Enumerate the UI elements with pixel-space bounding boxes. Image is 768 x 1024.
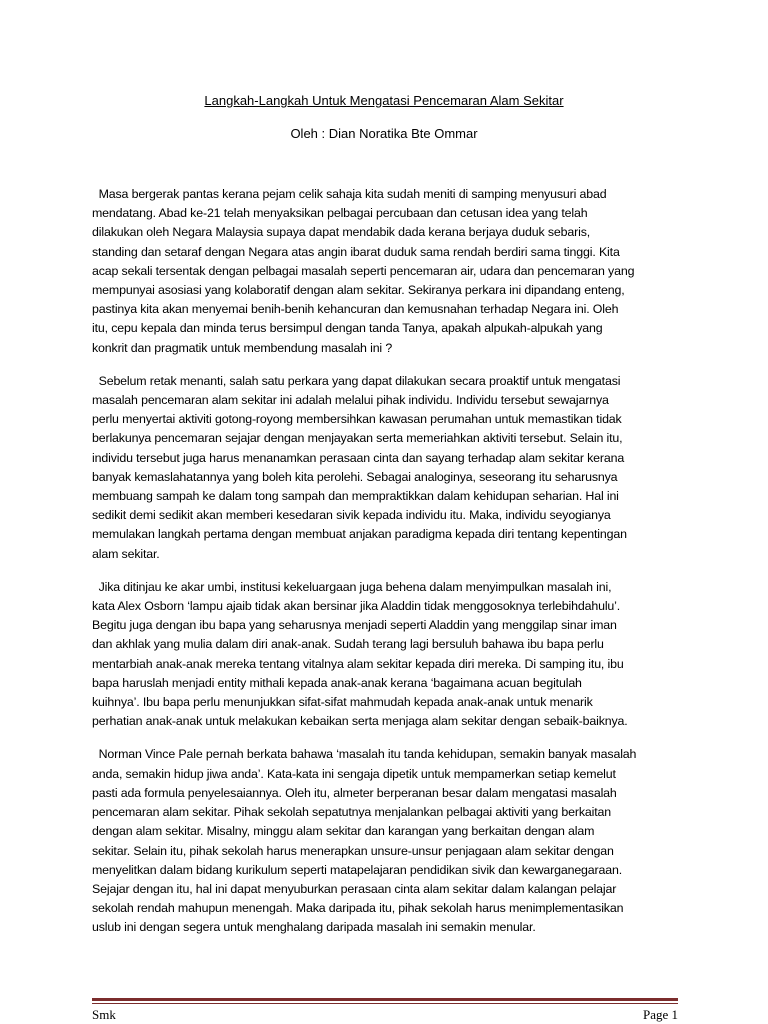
paragraph-line: kata Alex Osborn ‘lampu ajaib tidak akan bersinar jika Aladdin tidak menggosoknya terlebihdahulu’. xyxy=(92,599,621,614)
paragraph-line: alam sekitar. xyxy=(92,546,160,561)
paragraph-3 xyxy=(92,578,682,732)
paragraph-line: standing dan setaraf dengan Negara atas angin ibarat duduk sama rendah berdiri sama tinggi. Kita xyxy=(92,244,620,259)
paragraph-line: pencemaran alam sekitar. Pihak sekolah sepatutnya menjalankan pelbagai aktiviti yang berkaitan xyxy=(92,805,612,820)
paragraph-line: dan akhlak yang mulia dalam diri anak-anak. Sudah terang lagi bersuluh bahawa ibu bapa perlu xyxy=(92,637,604,652)
paragraph-line: Masa bergerak pantas kerana pejam celik sahaja kita sudah meniti di samping menyusuri abad xyxy=(92,187,607,201)
paragraph-line: anda, semakin hidup jiwa anda’. Kata-kata ini sengaja dipetik untuk mempamerkan setiap kemelut xyxy=(92,766,616,781)
paragraph-line: sekolah rendah mahupun menengah. Maka daripada itu, pihak sekolah harus menimplementasikan xyxy=(92,901,624,916)
document-author: Oleh : Dian Noratika Bte Ommar xyxy=(290,126,478,141)
paragraph-line: mendatang. Abad ke-21 telah menyaksikan pelbagai percubaan dan cetusan idea yang telah xyxy=(92,206,588,221)
paragraph-2 xyxy=(92,372,682,564)
document-body xyxy=(92,185,682,952)
paragraph-line: pasti ada formula penyelesaiannya. Oleh itu, almeter berperanan besar dalam mengatasi masalah xyxy=(92,785,617,800)
paragraph-line: Sebelum retak menanti, salah satu perkara yang dapat dilakukan secara proaktif untuk mengatasi xyxy=(92,373,621,388)
paragraph-line: individu tersebut juga harus menanamkan perasaan cinta dan sayang terhadap alam sekitar kerana xyxy=(92,450,625,465)
paragraph-line: masalah pencemaran alam sekitar ini adalah melalui pihak individu. Individu tersebut sewajarnya xyxy=(92,393,609,408)
paragraph-1 xyxy=(92,185,682,358)
paragraph-line: acap sekali tersentak dengan pelbagai masalah seperti pencemaran air, udara dan pencemaran yang xyxy=(92,263,635,278)
paragraph-line: berlakunya pencemaran sejajar dengan menjayakan serta memeriahkan aktiviti tersebut. Selain itu, xyxy=(92,431,623,446)
paragraph-line: Jika ditinjau ke akar umbi, institusi kekeluargaan juga behena dalam menyimpulkan masalah ini, xyxy=(92,579,612,594)
footer-rule-thin xyxy=(92,1003,678,1004)
paragraph-line: sekitar. Selain itu, pihak sekolah harus menerapkan unsure-unsur penjagaan alam sekitar dengan xyxy=(92,843,614,858)
paragraph-line: memulakan langkah pertama dengan membuat anjakan paradigma kepada diri tentang kepentingan xyxy=(92,527,627,542)
paragraph-line: perlu menyertai aktiviti gotong-royong membersihkan kawasan perumahan untuk memastikan tidak xyxy=(92,412,622,427)
paragraph-line: mentarbiah anak-anak mereka tentang vitalnya alam sekitar kepada diri mereka. Di samping itu, ibu xyxy=(92,656,624,671)
paragraph-line: bapa haruslah menjadi entity mithali kepada anak-anak kerana ‘bagaimana acuan begitulah xyxy=(92,675,582,690)
paragraph-4 xyxy=(92,745,682,937)
document-title: Langkah-Langkah Untuk Mengatasi Pencemaran Alam Sekitar xyxy=(204,93,564,108)
page-number: Page 1 xyxy=(642,1007,678,1022)
paragraph-line: sedikit demi sedikit akan memberi kesedaran sivik kepada individu itu. Maka, individu seyogianya xyxy=(92,508,611,523)
paragraph-line: perhatian anak-anak untuk melakukan kebaikan serta menjaga alam sekitar dengan sebaik-baiknya. xyxy=(92,714,628,729)
paragraph-line: Begitu juga dengan ibu bapa yang seharusnya menjadi seperti Aladdin yang menggilap sinar iman xyxy=(92,618,617,633)
paragraph-line: Sejajar dengan itu, hal ini dapat menyuburkan perasaan cinta alam sekitar dalam kalangan pelajar xyxy=(92,881,617,896)
paragraph-line: uslub ini dengan segera untuk menghalang daripada masalah ini semakin menular. xyxy=(92,920,536,935)
paragraph-line: kuihnya’. Ibu bapa perlu menunjukkan sifat-sifat mahmudah kepada anak-anak untuk menarik xyxy=(92,695,593,710)
paragraph-line: dilakukan oleh Negara Malaysia supaya dapat mendabik dada kerana berjaya duduk sebaris, xyxy=(92,225,591,240)
paragraph-line: membuang sampah ke dalam tong sampah dan mempraktikkan dalam kehidupan seharian. Hal ini xyxy=(92,489,619,504)
paragraph-line: pastinya kita akan menyemai benih-benih kehancuran dan kemusnahan terhadap Negara ini. Oleh xyxy=(92,302,619,317)
paragraph-line: Norman Vince Pale pernah berkata bahawa ‘masalah itu tanda kehidupan, semakin banyak masalah xyxy=(92,747,637,762)
paragraph-line: menyelitkan dalam bidang kurikulum seperti matapelajaran pendidikan sivik dan kewarganegaraan. xyxy=(92,862,623,877)
footer-rule xyxy=(92,998,678,1001)
paragraph-line: mempunyai asosiasi yang kolaboratif dengan alam sekitar. Sekiranya perkara ini dipandang enteng, xyxy=(92,283,625,298)
paragraph-line: dengan alam sekitar. Misalny, minggu alam sekitar dan karangan yang berkaitan dengan alam xyxy=(92,824,595,839)
paragraph-line: konkrit dan pragmatik untuk membendung masalah ini ? xyxy=(92,340,393,355)
footer-left-text: Smk xyxy=(92,1007,116,1022)
paragraph-line: banyak kemaslahatannya yang boleh kita perolehi. Sebagai analoginya, seseorang itu seharusnya xyxy=(92,469,618,484)
paragraph-line: itu, cepu kepala dan minda terus bersimpul dengan tanda Tanya, apakah alpukah-alpukah yang xyxy=(92,321,603,336)
